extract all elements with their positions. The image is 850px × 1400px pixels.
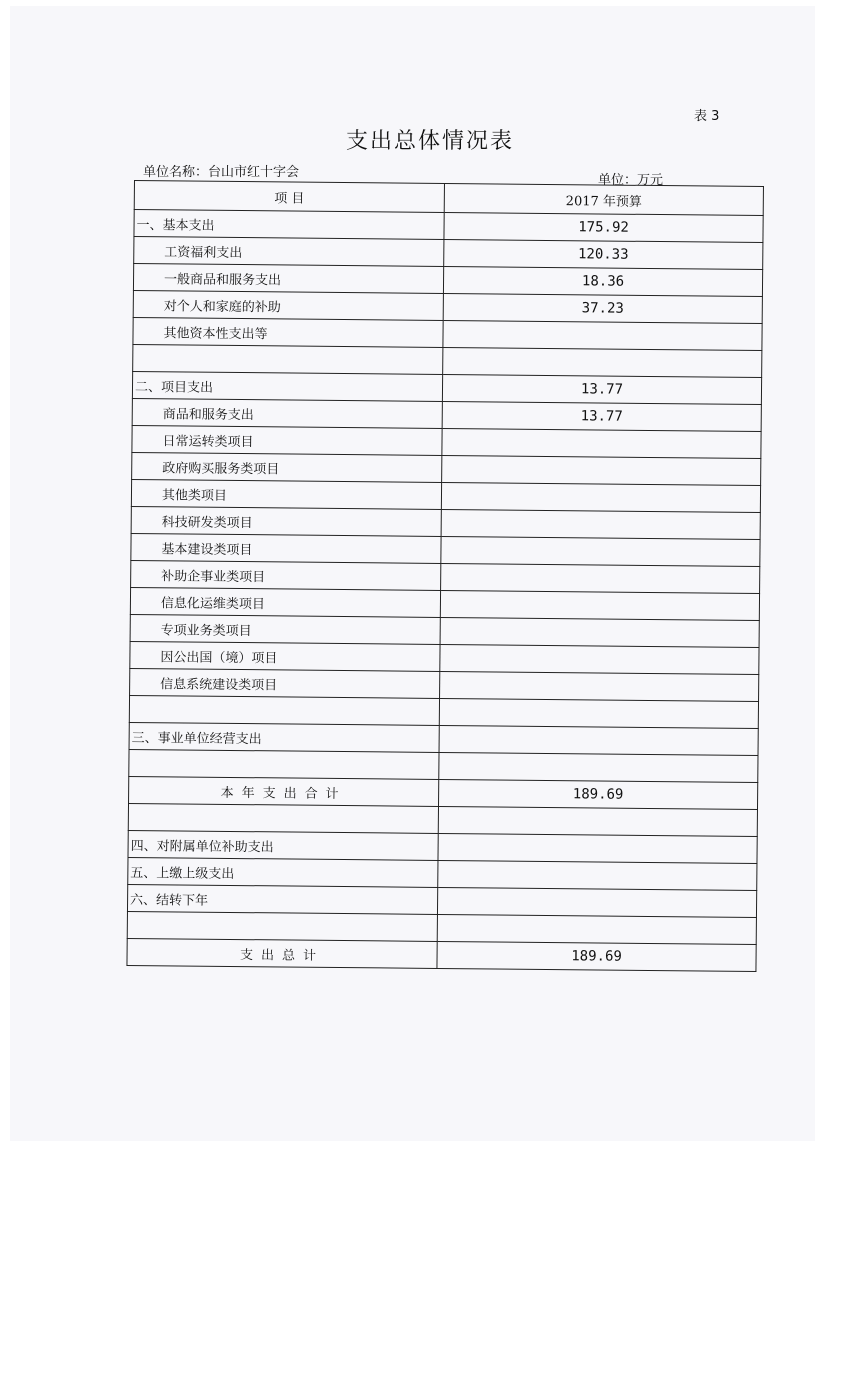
row-value: 175.92	[444, 212, 763, 242]
row-label	[129, 695, 439, 725]
row-label: 信息化运维类项目	[130, 587, 440, 617]
table-row	[127, 938, 756, 971]
row-value	[441, 509, 760, 539]
row-label: 其他类项目	[131, 479, 441, 509]
row-label: 五、上缴上级支出	[128, 857, 438, 887]
row-value	[439, 698, 758, 728]
page-title: 支出总体情况表	[345, 129, 514, 154]
row-value	[440, 644, 759, 674]
row-value: 189.69	[437, 941, 756, 971]
expenditure-table	[126, 180, 764, 972]
row-value	[437, 887, 756, 917]
row-label	[129, 749, 439, 779]
currency-unit: 单位：万元	[598, 173, 664, 188]
row-value	[442, 455, 761, 485]
row-label: 因公出国（境）项目	[130, 641, 440, 671]
row-label	[127, 911, 437, 941]
row-value: 13.77	[442, 401, 761, 431]
row-value	[438, 833, 757, 863]
row-label	[128, 803, 438, 833]
row-label: 工资福利支出	[134, 237, 444, 267]
row-value	[438, 860, 757, 890]
unit-name: 单位名称：台山市红十字会	[143, 165, 300, 180]
row-label: 基本建设类项目	[131, 533, 441, 563]
row-label: 商品和服务支出	[132, 398, 442, 428]
row-value	[438, 806, 757, 836]
row-label: 四、对附属单位补助支出	[128, 830, 438, 860]
row-value	[441, 482, 760, 512]
page-label: 表 3	[694, 109, 720, 124]
row-value	[441, 536, 760, 566]
row-value	[440, 671, 759, 701]
row-label	[133, 344, 443, 374]
row-value: 13.77	[442, 374, 761, 404]
row-value	[440, 617, 759, 647]
row-label: 六、结转下年	[127, 884, 437, 914]
row-value	[441, 563, 760, 593]
row-label: 对个人和家庭的补助	[133, 290, 443, 320]
row-label: 一般商品和服务支出	[133, 264, 443, 294]
row-label: 日常运转类项目	[132, 425, 442, 455]
row-value	[442, 428, 761, 458]
row-value	[443, 347, 762, 377]
row-label: 支出总计	[127, 938, 437, 968]
expenditure-table-wrapper	[126, 180, 764, 972]
row-value	[439, 725, 758, 755]
row-value	[437, 914, 756, 944]
row-label: 专项业务类项目	[130, 614, 440, 644]
row-value	[440, 590, 759, 620]
row-value: 120.33	[444, 239, 763, 269]
row-value	[443, 320, 762, 350]
row-value	[439, 752, 758, 782]
row-label: 二、项目支出	[132, 371, 442, 401]
row-label: 三、事业单位经营支出	[129, 722, 439, 752]
row-label: 一、基本支出	[134, 210, 444, 240]
row-value: 37.23	[443, 293, 762, 323]
row-value: 189.69	[439, 779, 758, 809]
row-label: 信息系统建设类项目	[130, 668, 440, 698]
row-label: 政府购买服务类项目	[132, 452, 442, 482]
row-label: 科技研发类项目	[131, 506, 441, 536]
column-header-budget: 2017 年预算	[444, 183, 763, 215]
row-label: 补助企事业类项目	[131, 560, 441, 590]
row-label: 其他资本性支出等	[133, 317, 443, 347]
row-label: 本年支出合计	[129, 776, 439, 806]
column-header-item: 项 目	[134, 181, 444, 213]
row-value: 18.36	[443, 266, 762, 296]
